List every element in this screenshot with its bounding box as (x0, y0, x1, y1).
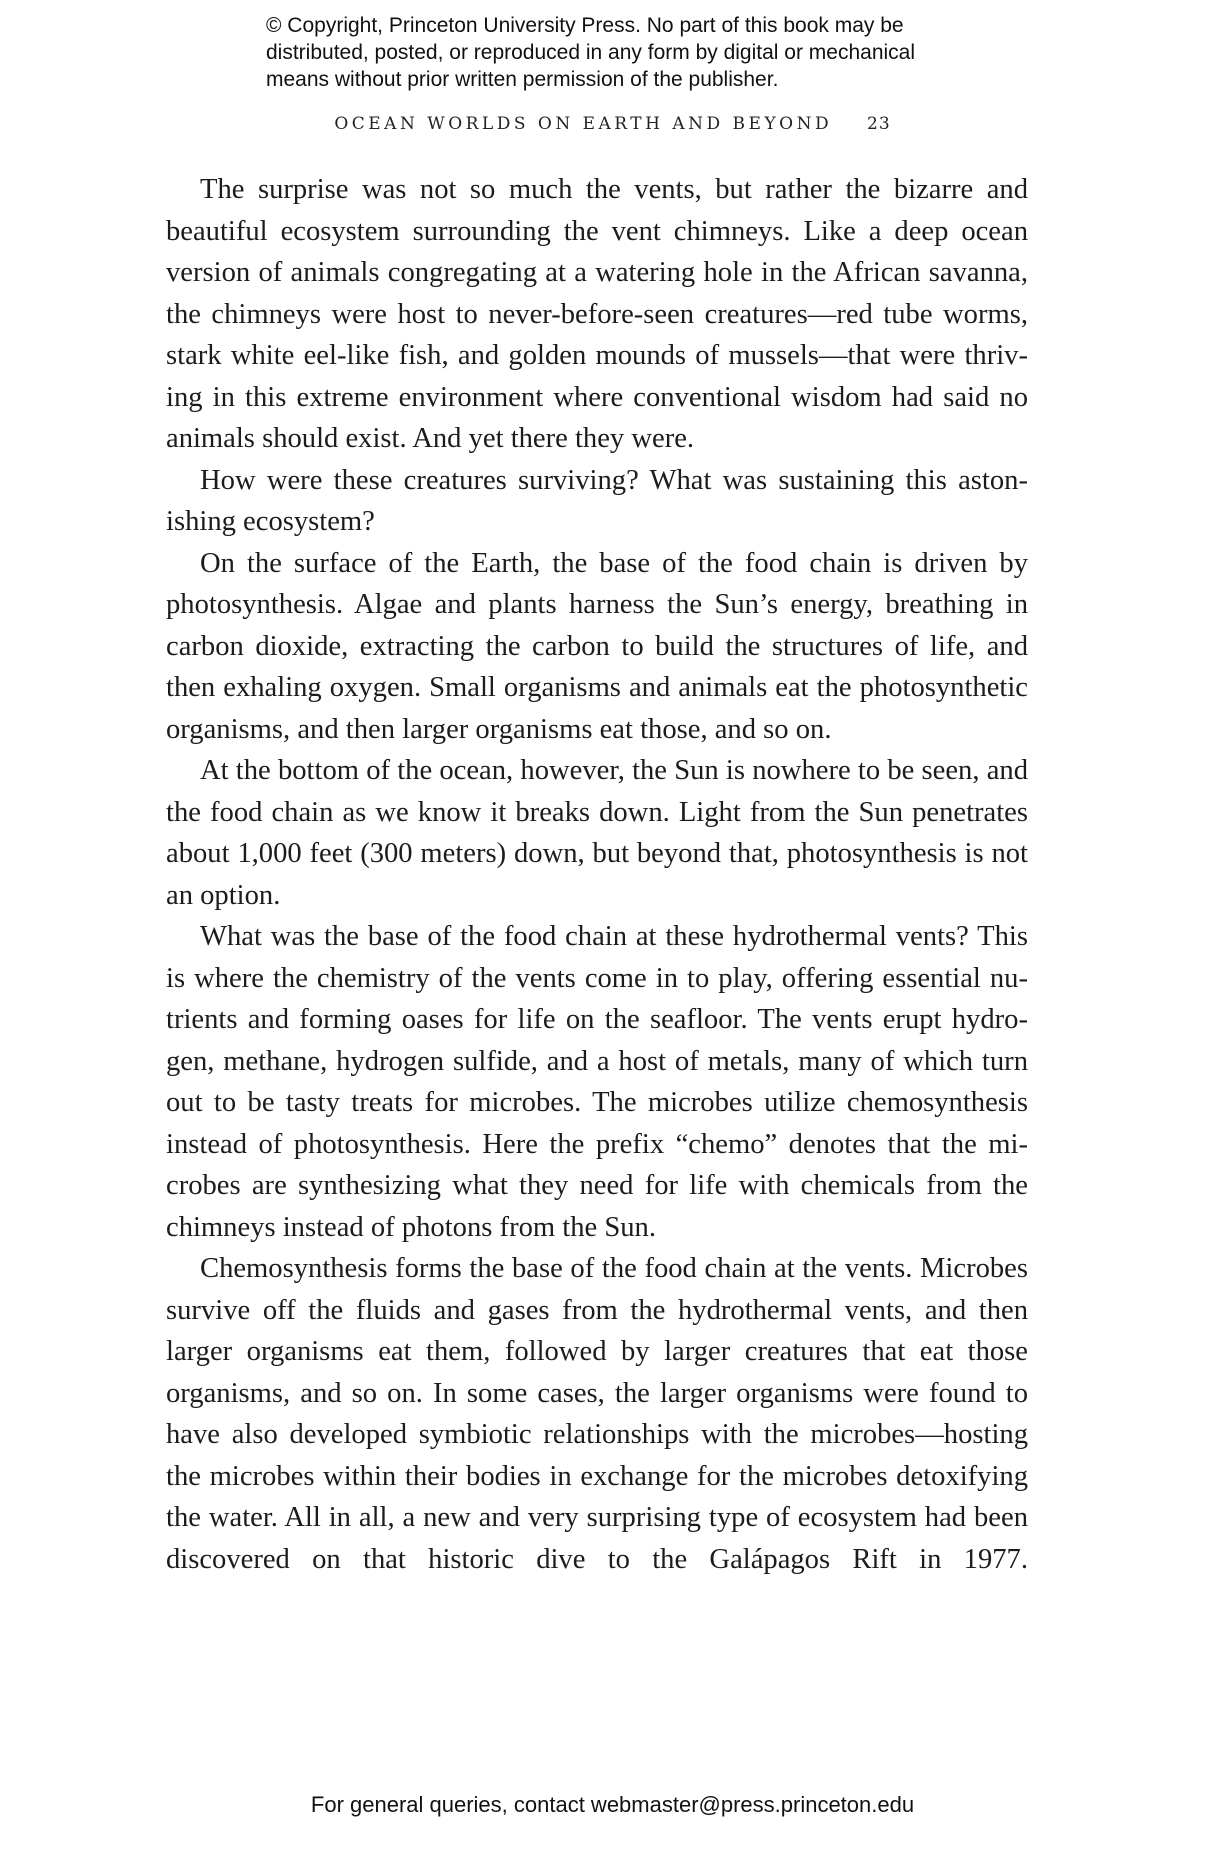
copyright-line: distributed, posted, or reproduced in any form by digital or mechanical (266, 41, 916, 64)
running-head (0, 114, 1225, 134)
paragraph: What was the base of the food chain at these hydrothermal vents? This is where the chemistry of the vents come in to play, offering essential nutrients and forming oases for life on the seafloor. The vents erupt hydrogen, methane, hydrogen sulfide, and a host of metals, many of which turn out to be tasty treats for microbes. The microbes utilize chemosynthesis instead of photosynthesis. Here the prefix “chemo” denotes that the microbes are synthesizing what they need for life with chemicals from the chimneys instead of photons from the Sun. (166, 921, 1028, 1243)
copyright-line: means without prior written permission of the publisher. (266, 68, 779, 91)
paragraph: The surprise was not so much the vents, but rather the bizarre and beautiful ecosystem surrounding the vent chimneys. Like a deep ocean version of animals congregating at a watering hole in the African savanna, the chimneys were host to never-before-seen creatures—red tube worms, stark white eel-like fish, and golden mounds of mussels—that were thriving in this extreme environment where conventional wisdom had said no animals should exist. And yet there they were. (166, 174, 1028, 454)
paragraph: How were these creatures surviving? What was sustaining this astonishing ecosystem? (166, 464, 1028, 537)
copyright-line: © Copyright, Princeton University Press. No part of this book may be (266, 14, 904, 37)
copyright-notice (266, 12, 1026, 93)
paragraph: On the surface of the Earth, the base of the food chain is driven by photosynthesis. Algae and plants harness the Sun’s energy, breathing in carbon dioxide, extracting the carbon to build the structures of life, and then exhaling oxygen. Small organisms and animals eat the photosynthetic organisms, and then larger organisms eat those, and so on. (166, 547, 1028, 745)
chapter-title: OCEAN WORLDS ON EARTH AND BEYOND (334, 114, 833, 134)
body-text (166, 169, 1028, 1580)
paragraph: Chemosynthesis forms the base of the food chain at the vents. Microbes survive off the fluids and gases from the hydrothermal vents, and then larger organisms eat them, followed by larger creatures that eat those organisms, and so on. In some cases, the larger organisms were found to have also developed symbiotic relationships with the microbes—hosting the microbes within their bodies in exchange for the microbes detoxifying the water. All in all, a new and very surprising type of ecosystem had been discovered on that historic dive to the Galápagos Rift in 1977. (166, 1253, 1028, 1575)
footer-contact: For general queries, contact webmaster@press.princeton.edu (310, 1792, 915, 1817)
page-number: 23 (867, 114, 891, 134)
paragraph: At the bottom of the ocean, however, the Sun is nowhere to be seen, and the food chain as we know it breaks down. Light from the Sun penetrates about 1,000 feet (300 meters) down, but beyond that, photosynthesis is not an option. (166, 755, 1028, 911)
